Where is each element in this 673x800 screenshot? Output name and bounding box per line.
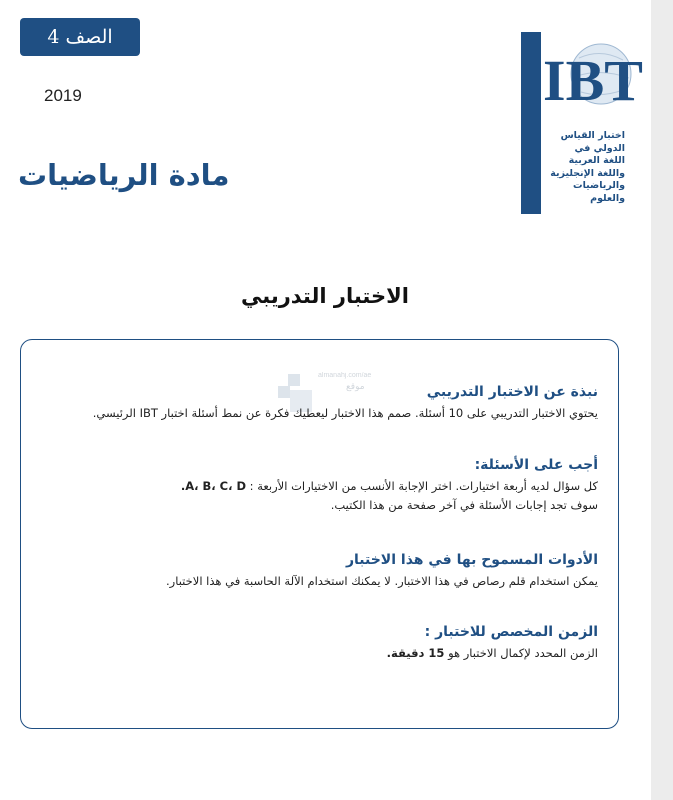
section-text-part: الزمن المحدد لإكمال الاختبار هو <box>444 646 598 660</box>
section-text-part: كل سؤال لديه أربعة اختيارات. اختر الإجابة الأنسب من الاختيارات الأربعة : <box>246 479 598 493</box>
section-heading: الزمن المخصص للاختبار : <box>424 624 598 640</box>
section-text: سوف تجد إجابات الأسئلة في آخر صفحة من هذا الكتيب. <box>330 498 598 512</box>
section-heading: أجب على الأسئلة: <box>474 457 598 473</box>
grade-badge <box>20 18 140 56</box>
section-tools <box>38 552 598 591</box>
ibt-letters-graphic <box>543 38 643 118</box>
logo-caption-line: والعلوم <box>590 192 625 204</box>
logo-caption-line: واللغة الإنجليزية <box>550 167 625 179</box>
section-text <box>38 477 598 496</box>
subject-title: مادة الرياضيات <box>18 158 230 192</box>
time-limit: 15 دقيقة. <box>386 646 445 660</box>
instructions-box <box>20 339 619 729</box>
ibt-logo <box>521 32 643 214</box>
section-text: يحتوي الاختبار التدريبي على 10 أسئلة. صمم هذا الاختبار ليعطيك فكرة عن نمط أسئلة اختبار IBT الرئيسي. <box>92 406 598 420</box>
logo-caption-line: اللغة العربية <box>568 155 625 166</box>
section-time <box>38 624 598 663</box>
logo-bar <box>521 32 541 214</box>
section-heading: الأدوات المسموح بها في هذا الاختبار <box>345 552 598 568</box>
watermark-text: موقع <box>346 382 365 392</box>
section-answer <box>38 457 598 515</box>
section-about <box>38 384 598 423</box>
watermark-url: almanahj.com/ae <box>318 372 372 379</box>
section-text: يمكن استخدام قلم رصاص في هذا الاختبار. لا يمكنك استخدام الآلة الحاسبة في هذا الاختبار. <box>166 574 598 588</box>
logo-caption-line: والرياضيات <box>573 180 625 191</box>
logo-caption-line: الدولي في <box>574 142 625 154</box>
logo-caption-line: اختبار القياس <box>560 130 625 141</box>
logo-text: IBT <box>543 48 643 113</box>
section-text <box>38 644 598 663</box>
page-edge <box>651 0 673 800</box>
test-title: الاختبار التدريبي <box>241 284 409 308</box>
answer-options: A، B، C، D. <box>180 479 247 493</box>
logo-caption <box>543 130 625 205</box>
year: 2019 <box>44 86 82 105</box>
grade-label: الصف 4 <box>47 26 113 48</box>
section-heading: نبذة عن الاختبار التدريبي <box>426 384 598 400</box>
